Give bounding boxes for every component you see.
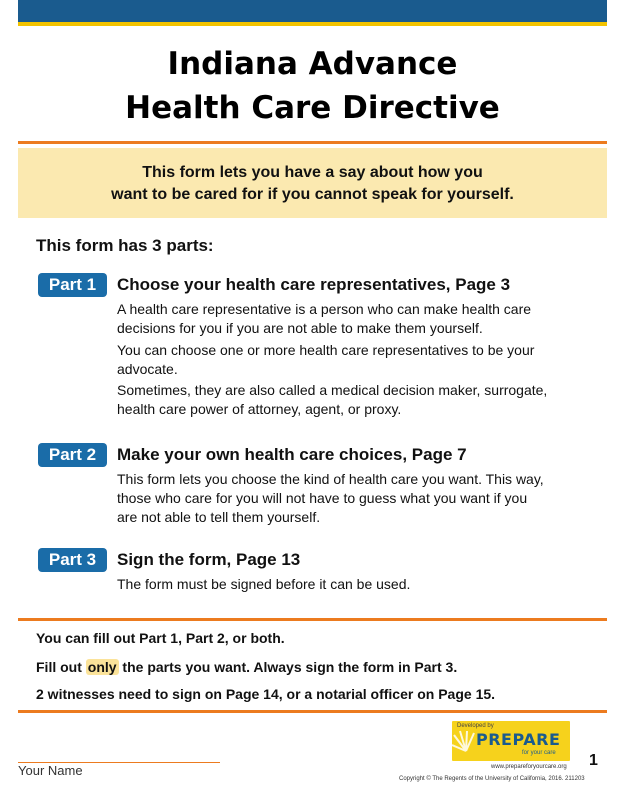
intro-banner	[18, 148, 607, 218]
copyright-notice: Copyright © The Regents of the University of California, 2016. 211203	[399, 776, 585, 782]
note-line-1: You can fill out Part 1, Part 2, or both.	[36, 630, 285, 646]
page-title	[18, 42, 607, 130]
part-2-heading: Make your own health care choices, Page 7	[117, 445, 467, 464]
banner-line-1: This form lets you have a say about how you	[142, 164, 483, 181]
banner-line-2: want to be cared for if you cannot speak for yourself.	[111, 186, 514, 203]
part-2-badge: Part 2	[38, 443, 107, 467]
page-number: 1	[589, 752, 598, 769]
part-1-paragraph-1: A health care representative is a person who can make health care decisions for you if you are not able to make them yourself.	[117, 301, 532, 336]
part-3-badge: Part 3	[38, 548, 107, 572]
part-1-paragraph-2: You can choose one or more health care representatives to be your advocate.	[117, 342, 535, 377]
note-line-3: 2 witnesses need to sign on Page 14, or a notarial officer on Page 15.	[36, 686, 496, 702]
logo-wordmark: PREPARE	[476, 730, 561, 749]
logo-developed-by: Developed by	[457, 723, 494, 729]
part-1-paragraph-3: Sometimes, they are also called a medical decision maker, surrogate, health care power of attorney, agent, or proxy.	[117, 382, 548, 417]
part-3-paragraph-1: The form must be signed before it can be used.	[117, 576, 411, 592]
divider-top	[18, 141, 607, 144]
prepare-logo	[452, 721, 570, 761]
note-line-2-start: Fill out	[36, 659, 86, 675]
divider-notes-top	[18, 618, 607, 621]
part-2-paragraph-1: This form lets you choose the kind of health care you want. This way, those who care for you will not have to guess what you want if you are not able to tell them yourself.	[117, 471, 544, 525]
logo-url[interactable]: www.prepareforyourcare.org	[491, 764, 567, 770]
top-header-bar	[18, 0, 607, 22]
title-line-1: Indiana Advance	[167, 46, 458, 82]
parts-intro: This form has 3 parts:	[36, 236, 214, 255]
logo-tagline: for your care	[522, 750, 556, 756]
part-1-badge: Part 1	[38, 273, 107, 297]
note-line-2	[36, 657, 457, 677]
your-name-label: Your Name	[18, 763, 83, 778]
top-accent-stripe	[18, 22, 607, 26]
note-line-2-end: the parts you want. Always sign the form in Part 3.	[118, 659, 458, 675]
note-highlight-only: only	[87, 659, 117, 675]
part-1-heading: Choose your health care representatives, Page 3	[117, 275, 511, 294]
part-3-heading: Sign the form, Page 13	[117, 550, 301, 569]
title-line-2: Health Care Directive	[125, 90, 500, 126]
divider-notes-bottom	[18, 710, 607, 713]
